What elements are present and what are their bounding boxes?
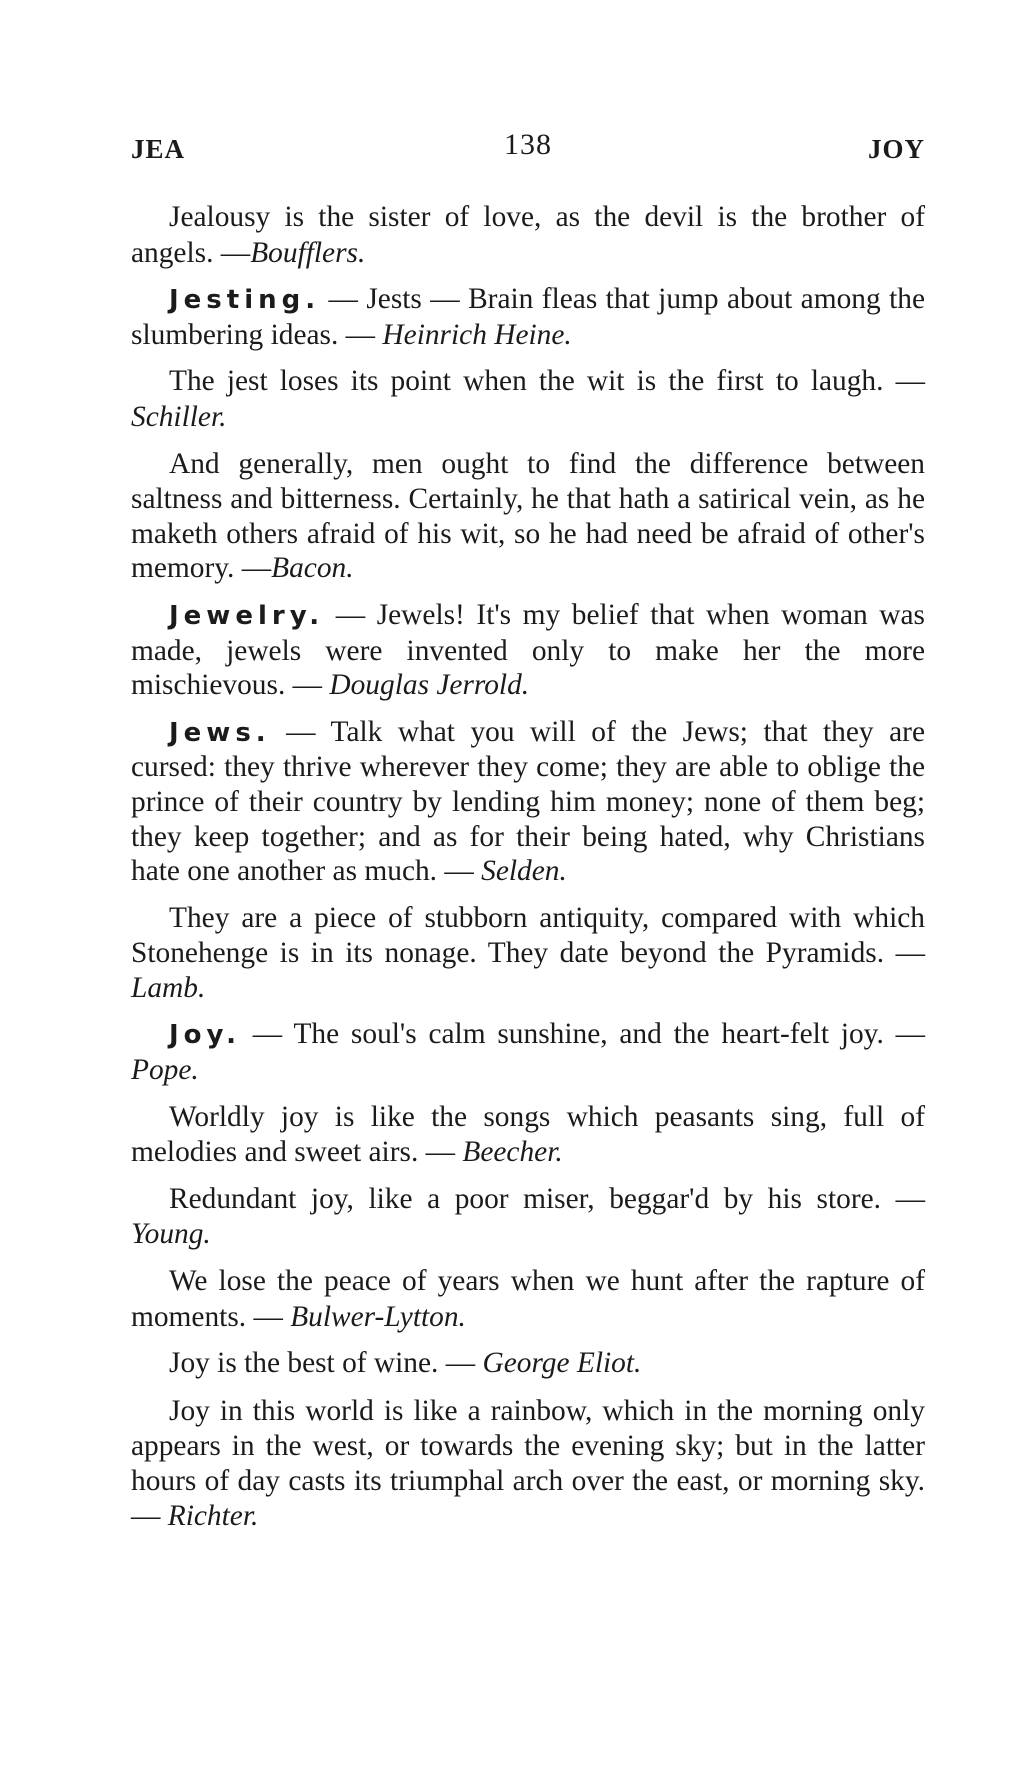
author-name: Selden. — [481, 855, 567, 888]
author-name: George Eliot. — [482, 1347, 642, 1380]
quotation-text: We lose the peace of years when we hunt after the rapture of moments. — [131, 1265, 925, 1333]
attribution-dash: — — [338, 318, 383, 351]
attribution-dash: — — [884, 937, 925, 970]
quotation-text: Redundant joy, like a poor miser, beggar'd by his store. — [169, 1182, 882, 1215]
topic-keyword: Jesting. — [169, 285, 321, 316]
running-header — [131, 128, 925, 174]
quotation-entry — [131, 1182, 925, 1252]
quotation-entry — [131, 200, 925, 270]
attribution-dash: — — [285, 669, 330, 702]
author-name: Pope. — [131, 1054, 199, 1087]
attribution-dash: — — [418, 1136, 463, 1169]
author-name: Bacon. — [271, 552, 354, 585]
attribution-dash: — — [438, 1347, 483, 1380]
quotation-entry — [131, 901, 925, 1006]
quotation-text: — Jests — Brain fleas that jump about among the slumbering ideas. — [131, 283, 925, 351]
quotation-text: The jest loses its point when the wit is the first to laugh. — [169, 365, 884, 398]
quotation-text: Jealousy is the sister of love, as the devil is the brother of angels. — [131, 201, 925, 269]
quotation-entry — [131, 1346, 925, 1382]
quotation-text: They are a piece of stubborn antiquity, compared with which Stonehenge is in its nonage. They date beyond the Pyramids. — [131, 901, 925, 970]
quotation-entry — [131, 447, 925, 586]
author-name: Beecher. — [462, 1136, 563, 1169]
attribution-dash: — — [234, 552, 272, 585]
quotation-text: Joy is the best of wine. — [169, 1347, 439, 1380]
header-left-guide-word: JEA — [131, 134, 186, 164]
header-right-guide-word: JOY — [868, 134, 925, 164]
topic-keyword: Jews. — [169, 717, 271, 748]
topic-keyword: Jewelry. — [169, 600, 325, 631]
attribution-dash: — — [246, 1300, 291, 1333]
quotation-text: — Jewels! It's my belief that when woman was made, jewels were invented only to make her the more mischievous. — [131, 598, 925, 702]
quotation-text: — The soul's calm sunshine, and the heart-felt joy. — [240, 1018, 884, 1051]
quotation-text: — Talk what you will of the Jews; that they are cursed: they thrive wherever they come; they are able to oblige the prince of their country by lending him money; none of them beg; they keep together; and as for their being hated, why Christians hate one another as much. — [131, 715, 925, 888]
author-name: Bulwer-Lytton. — [290, 1300, 466, 1333]
quotation-entry — [131, 1100, 925, 1170]
quotation-text: And generally, men ought to find the difference between saltness and bitterness. Certainly, he that hath a satirical vein, as he maketh others afraid of his wit, so he had need be afraid of other's memory. — [131, 447, 925, 585]
quotation-entry — [131, 598, 925, 703]
attribution-dash: — — [881, 1182, 925, 1215]
page-number: 138 — [504, 128, 552, 161]
attribution-dash: — — [437, 855, 482, 888]
quotation-list — [131, 200, 925, 1545]
quotation-entry — [131, 1394, 925, 1533]
author-name: Heinrich Heine. — [382, 318, 572, 351]
quotation-entry — [131, 282, 925, 352]
quotation-entry — [131, 364, 925, 434]
author-name: Young. — [131, 1218, 211, 1251]
author-name: Boufflers. — [250, 236, 366, 269]
attribution-dash: — — [131, 1499, 168, 1532]
quotation-entry — [131, 715, 925, 889]
quotation-text: Worldly joy is like the songs which peasants sing, full of melodies and sweet airs. — [131, 1100, 925, 1169]
attribution-dash: — — [883, 365, 925, 398]
author-name: Douglas Jerrold. — [329, 669, 530, 702]
attribution-dash: — — [883, 1018, 926, 1051]
topic-keyword: Joy. — [169, 1020, 241, 1051]
quotation-text: Joy in this world is like a rainbow, which in the morning only appears in the west, or towards the evening sky; but in the latter hours of day casts its triumphal arch over the east, or morning sky. — [131, 1394, 925, 1497]
attribution-dash: — — [213, 236, 251, 269]
author-name: Richter. — [167, 1499, 259, 1532]
author-name: Schiller. — [131, 400, 227, 433]
author-name: Lamb. — [131, 971, 206, 1004]
quotation-entry — [131, 1264, 925, 1334]
quotation-entry — [131, 1017, 925, 1087]
